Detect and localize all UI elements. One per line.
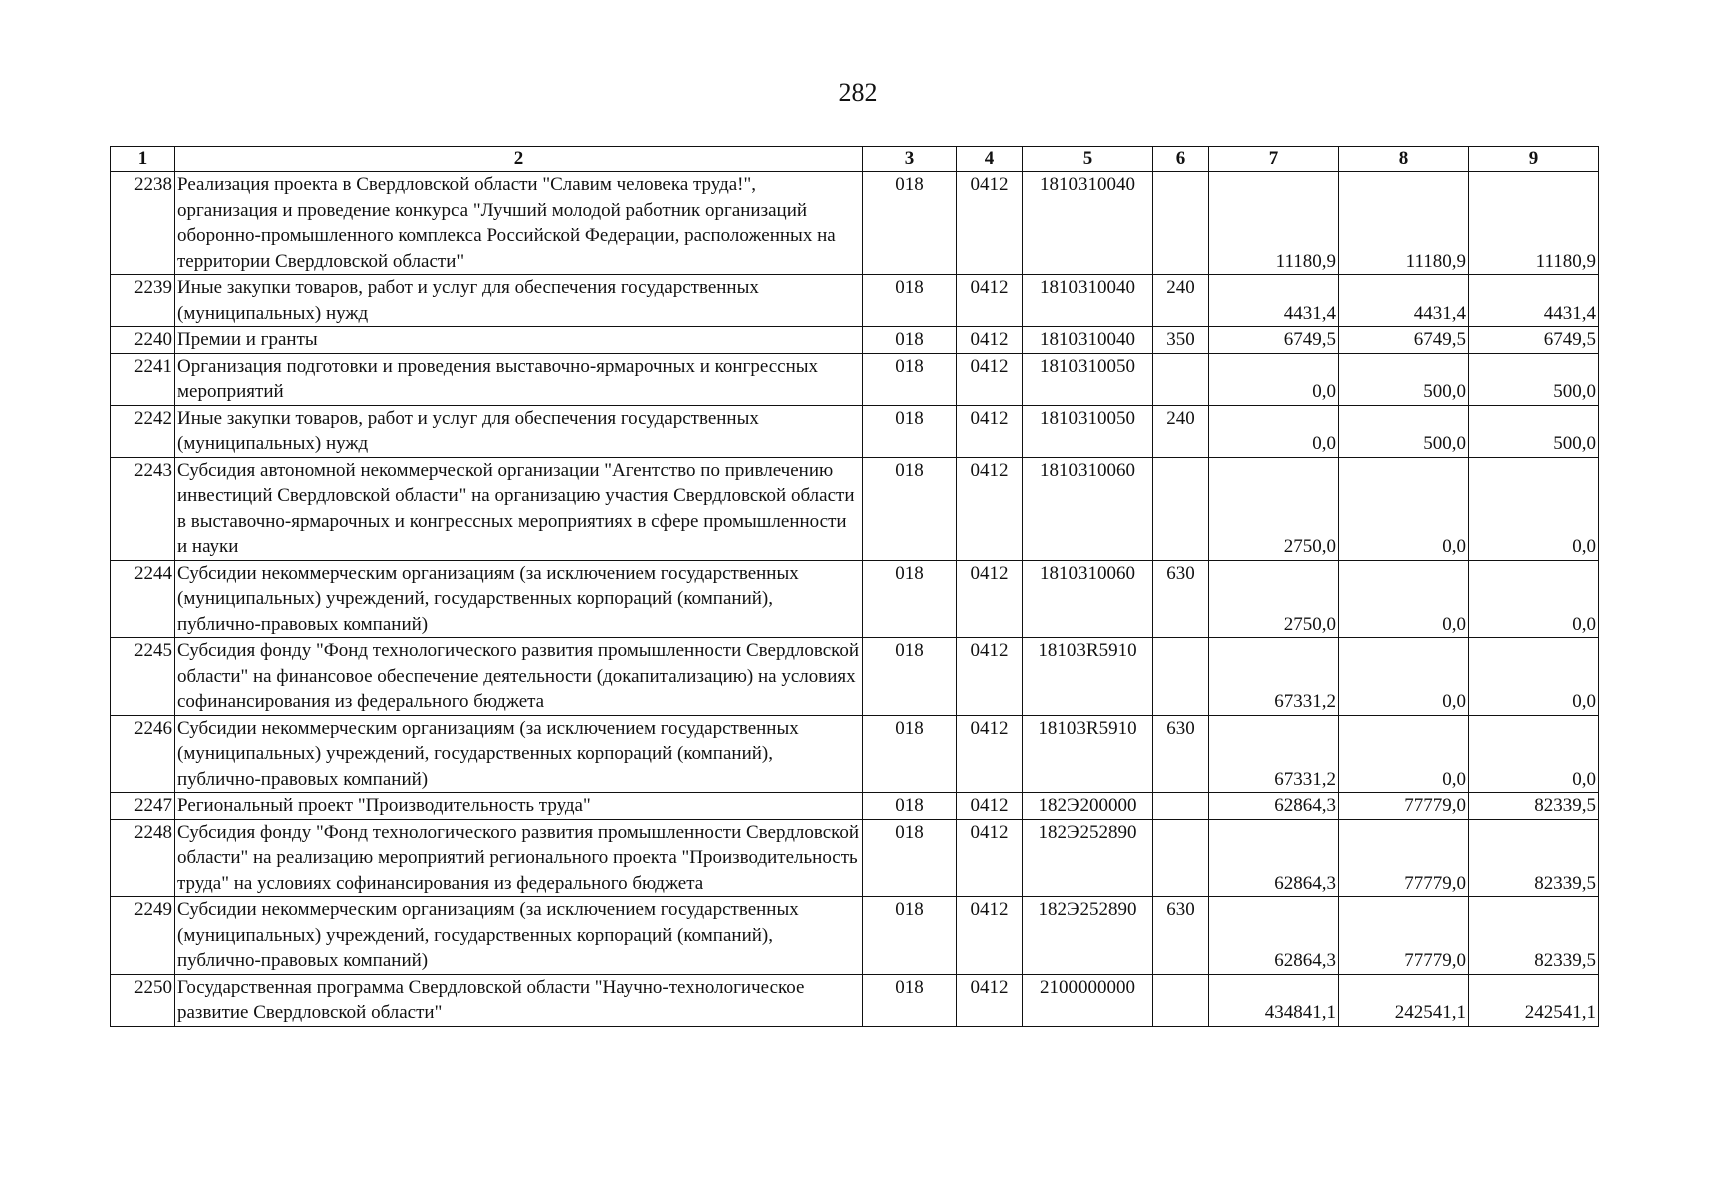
table-row [111,715,1599,793]
amount-col-8: 500,0 [1339,405,1469,457]
expense-type-code: 630 [1153,715,1209,793]
table-row [111,560,1599,638]
section-code: 0412 [957,560,1023,638]
ministry-code: 018 [863,327,957,354]
column-header-7: 7 [1209,147,1339,172]
amount-col-9: 4431,4 [1469,275,1599,327]
header-row [111,147,1599,172]
row-name: Государственная программа Свердловской области "Научно-технологическое развитие Свердловской области" [175,974,863,1026]
table-row [111,457,1599,560]
row-number: 2244 [111,560,175,638]
row-number: 2247 [111,793,175,820]
section-code: 0412 [957,275,1023,327]
section-code: 0412 [957,974,1023,1026]
row-number: 2242 [111,405,175,457]
table-row [111,172,1599,275]
amount-col-9: 82339,5 [1469,793,1599,820]
amount-col-8: 242541,1 [1339,974,1469,1026]
table-row [111,974,1599,1026]
amount-col-7: 62864,3 [1209,897,1339,975]
amount-col-9: 500,0 [1469,405,1599,457]
row-number: 2245 [111,638,175,716]
amount-col-7: 4431,4 [1209,275,1339,327]
section-code: 0412 [957,353,1023,405]
amount-col-8: 0,0 [1339,715,1469,793]
expense-type-code: 350 [1153,327,1209,354]
row-number: 2240 [111,327,175,354]
ministry-code: 018 [863,793,957,820]
expense-type-code: 240 [1153,275,1209,327]
table-row [111,275,1599,327]
section-code: 0412 [957,819,1023,897]
expense-type-code: 630 [1153,560,1209,638]
amount-col-8: 0,0 [1339,560,1469,638]
target-code: 18103R5910 [1023,638,1153,716]
ministry-code: 018 [863,974,957,1026]
section-code: 0412 [957,457,1023,560]
section-code: 0412 [957,897,1023,975]
target-code: 182Э252890 [1023,819,1153,897]
row-number: 2248 [111,819,175,897]
row-name: Иные закупки товаров, работ и услуг для обеспечения государственных (муниципальных) нужд [175,275,863,327]
amount-col-8: 0,0 [1339,457,1469,560]
amount-col-8: 77779,0 [1339,793,1469,820]
column-header-5: 5 [1023,147,1153,172]
row-number: 2238 [111,172,175,275]
row-name: Организация подготовки и проведения выставочно-ярмарочных и конгрессных мероприятий [175,353,863,405]
row-number: 2243 [111,457,175,560]
row-number: 2246 [111,715,175,793]
amount-col-7: 62864,3 [1209,819,1339,897]
ministry-code: 018 [863,560,957,638]
table-row [111,327,1599,354]
amount-col-8: 500,0 [1339,353,1469,405]
target-code: 1810310060 [1023,457,1153,560]
column-header-9: 9 [1469,147,1599,172]
column-header-4: 4 [957,147,1023,172]
target-code: 1810310040 [1023,172,1153,275]
expense-type-code: 630 [1153,897,1209,975]
amount-col-7: 62864,3 [1209,793,1339,820]
amount-col-8: 77779,0 [1339,897,1469,975]
target-code: 1810310040 [1023,327,1153,354]
target-code: 182Э200000 [1023,793,1153,820]
amount-col-9: 242541,1 [1469,974,1599,1026]
amount-col-9: 0,0 [1469,638,1599,716]
amount-col-7: 11180,9 [1209,172,1339,275]
budget-table [110,146,1599,1027]
row-number: 2241 [111,353,175,405]
section-code: 0412 [957,638,1023,716]
section-code: 0412 [957,715,1023,793]
amount-col-9: 11180,9 [1469,172,1599,275]
amount-col-8: 0,0 [1339,638,1469,716]
expense-type-code [1153,793,1209,820]
target-code: 2100000000 [1023,974,1153,1026]
ministry-code: 018 [863,638,957,716]
ministry-code: 018 [863,353,957,405]
amount-col-7: 2750,0 [1209,457,1339,560]
expense-type-code: 240 [1153,405,1209,457]
row-name: Субсидия автономной некоммерческой организации "Агентство по привлечению инвестиций Свердловской области" на организацию участия Свердловской области в выставочно-ярмарочных и конгрессных мероприятиях в сфере промышленности и науки [175,457,863,560]
column-header-2: 2 [175,147,863,172]
table-body [111,172,1599,1027]
amount-col-7: 67331,2 [1209,715,1339,793]
section-code: 0412 [957,405,1023,457]
row-name: Субсидия фонду "Фонд технологического развития промышленности Свердловской области" на финансовое обеспечение деятельности (докапитализацию) на условиях софинансирования из федерального бюджета [175,638,863,716]
column-header-1: 1 [111,147,175,172]
amount-col-7: 2750,0 [1209,560,1339,638]
ministry-code: 018 [863,172,957,275]
target-code: 182Э252890 [1023,897,1153,975]
amount-col-9: 0,0 [1469,715,1599,793]
row-name: Субсидия фонду "Фонд технологического развития промышленности Свердловской области" на реализацию мероприятий регионального проекта "Производительность труда" на условиях софинансирования из федерального бюджета [175,819,863,897]
amount-col-7: 67331,2 [1209,638,1339,716]
expense-type-code [1153,172,1209,275]
amount-col-8: 77779,0 [1339,819,1469,897]
amount-col-7: 0,0 [1209,405,1339,457]
row-name: Субсидии некоммерческим организациям (за исключением государственных (муниципальных) учреждений, государственных корпораций (компаний), публично-правовых компаний) [175,715,863,793]
amount-col-9: 0,0 [1469,457,1599,560]
row-name: Иные закупки товаров, работ и услуг для обеспечения государственных (муниципальных) нужд [175,405,863,457]
section-code: 0412 [957,793,1023,820]
expense-type-code [1153,638,1209,716]
row-name: Региональный проект "Производительность труда" [175,793,863,820]
amount-col-7: 434841,1 [1209,974,1339,1026]
target-code: 1810310040 [1023,275,1153,327]
row-number: 2250 [111,974,175,1026]
amount-col-9: 82339,5 [1469,819,1599,897]
target-code: 18103R5910 [1023,715,1153,793]
row-number: 2239 [111,275,175,327]
ministry-code: 018 [863,405,957,457]
row-number: 2249 [111,897,175,975]
amount-col-9: 6749,5 [1469,327,1599,354]
table-header [111,147,1599,172]
ministry-code: 018 [863,715,957,793]
amount-col-7: 6749,5 [1209,327,1339,354]
row-name: Реализация проекта в Свердловской области "Славим человека труда!", организация и проведение конкурса "Лучший молодой работник организаций оборонно-промышленного комплекса Российской Федерации, расположенных на территории Свердловской области" [175,172,863,275]
amount-col-8: 4431,4 [1339,275,1469,327]
row-name: Субсидии некоммерческим организациям (за исключением государственных (муниципальных) учреждений, государственных корпораций (компаний), публично-правовых компаний) [175,897,863,975]
column-header-6: 6 [1153,147,1209,172]
ministry-code: 018 [863,275,957,327]
ministry-code: 018 [863,457,957,560]
section-code: 0412 [957,172,1023,275]
target-code: 1810310050 [1023,353,1153,405]
table-row [111,819,1599,897]
amount-col-9: 0,0 [1469,560,1599,638]
expense-type-code [1153,457,1209,560]
section-code: 0412 [957,327,1023,354]
column-header-8: 8 [1339,147,1469,172]
amount-col-8: 6749,5 [1339,327,1469,354]
amount-col-7: 0,0 [1209,353,1339,405]
ministry-code: 018 [863,819,957,897]
expense-type-code [1153,819,1209,897]
row-name: Премии и гранты [175,327,863,354]
table-row [111,793,1599,820]
table-row [111,353,1599,405]
row-name: Субсидии некоммерческим организациям (за исключением государственных (муниципальных) учреждений, государственных корпораций (компаний), публично-правовых компаний) [175,560,863,638]
amount-col-8: 11180,9 [1339,172,1469,275]
expense-type-code [1153,974,1209,1026]
column-header-3: 3 [863,147,957,172]
amount-col-9: 500,0 [1469,353,1599,405]
target-code: 1810310060 [1023,560,1153,638]
amount-col-9: 82339,5 [1469,897,1599,975]
table-row [111,638,1599,716]
page-number: 282 [838,78,878,107]
table-row [111,405,1599,457]
table-row [111,897,1599,975]
target-code: 1810310050 [1023,405,1153,457]
ministry-code: 018 [863,897,957,975]
expense-type-code [1153,353,1209,405]
